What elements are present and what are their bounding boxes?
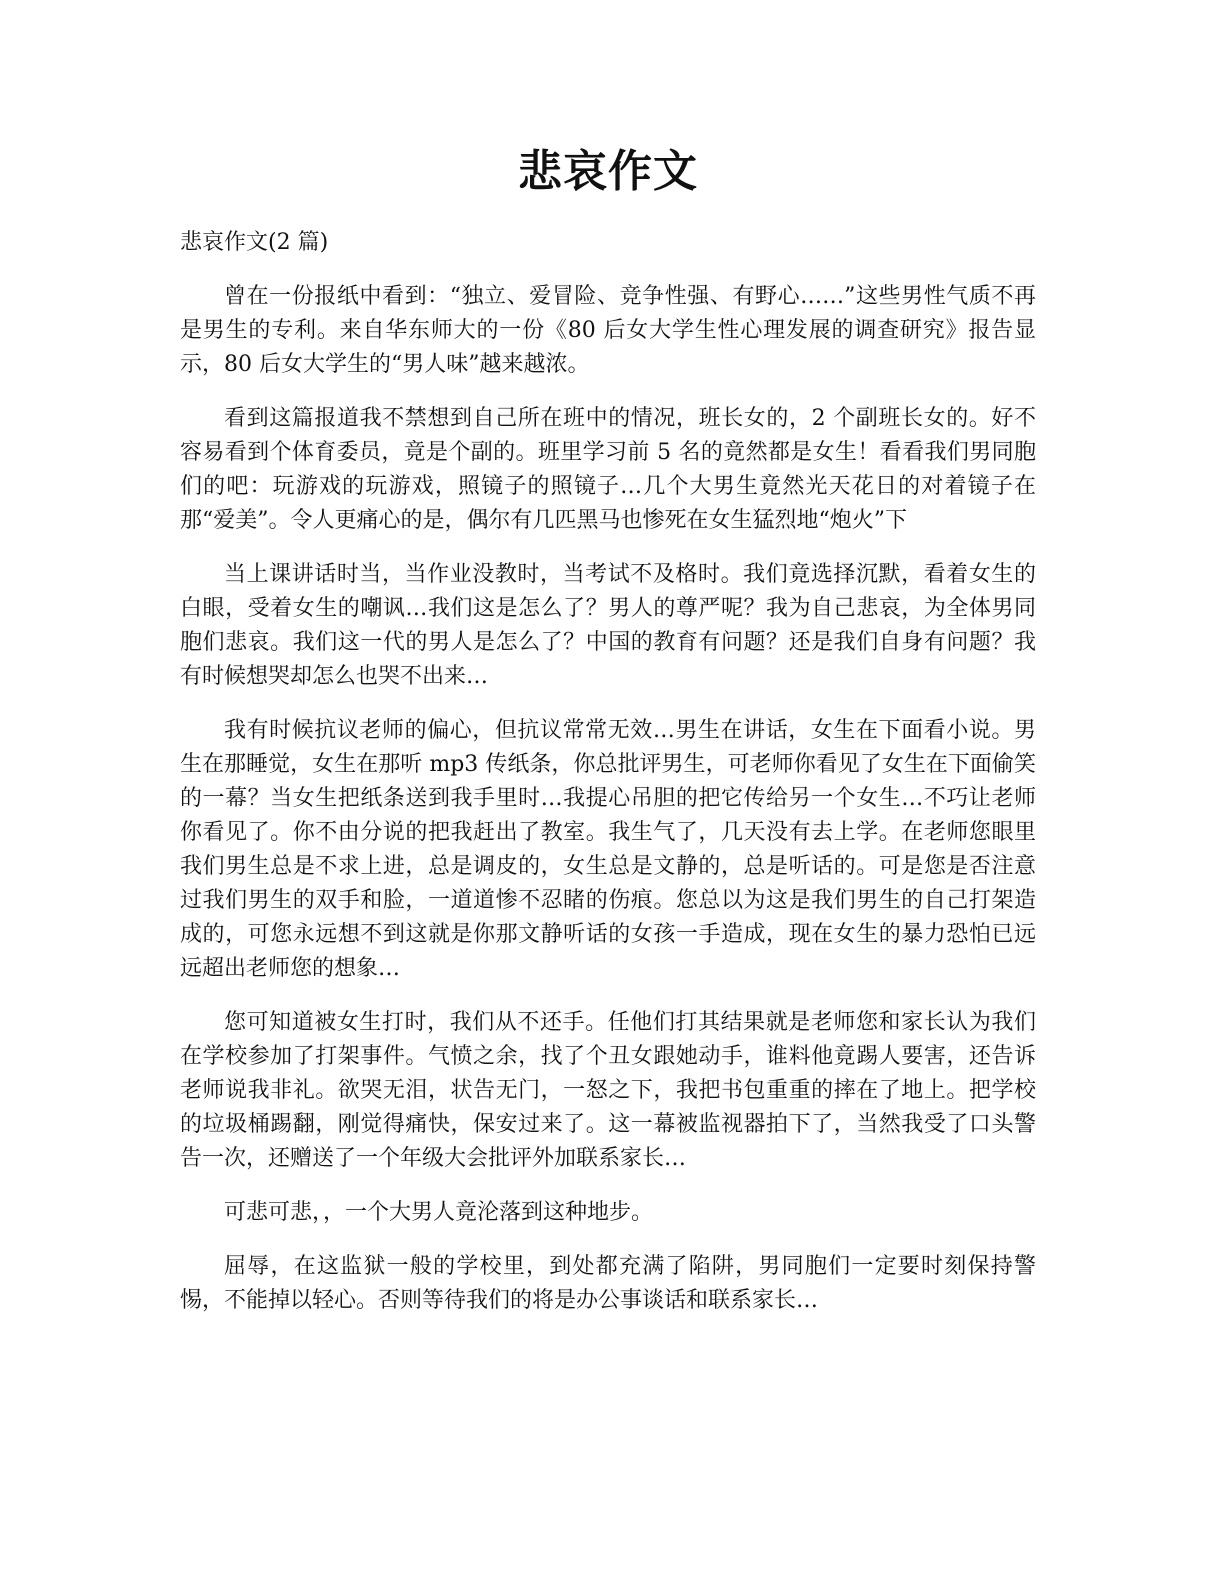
paragraph-1: 曾在一份报纸中看到：“独立、爱冒险、竞争性强、有野心……”这些男性气质不再是男生的专利。来自华东师大的一份《80 后女大学生性心理发展的调查研究》报告显示，80 后女大学生的“男人味”越来越浓。	[180, 284, 1036, 377]
document-page	[180, 140, 1036, 1318]
document-title: 悲哀作文	[518, 146, 698, 197]
paragraph-6: 可悲可悲，，一个大男人竟沦落到这种地步。	[224, 1200, 654, 1225]
paragraph-2: 看到这篇报道我不禁想到自己所在班中的情况，班长女的，2 个副班长女的。好不容易看到个体育委员，竟是个副的。班里学习前 5 名的竟然都是女生！看看我们男同胞们的吧：玩游戏的玩游戏，照镜子的照镜子…几个大男生竟然光天花日的对着镜子在那“爱美”。令人更痛心的是，偶尔有几匹黑马也惨死在女生猛烈地“炮火”下	[180, 406, 1036, 533]
paragraph-3: 当上课讲话时当，当作业没教时，当考试不及格时。我们竟选择沉默，看着女生的白眼，受着女生的嘲讽…我们这是怎么了？男人的尊严呢？我为自己悲哀，为全体男同胞们悲哀。我们这一代的男人是怎么了？中国的教育有问题？还是我们自身有问题？我有时候想哭却怎么也哭不出来…	[180, 562, 1036, 689]
paragraph-4: 我有时候抗议老师的偏心，但抗议常常无效…男生在讲话，女生在下面看小说。男生在那睡觉，女生在那听 mp3 传纸条，你总批评男生，可老师你看见了女生在下面偷笑的一幕？当女生把纸条送到我手里时…我提心吊胆的把它传给另一个女生…不巧让老师你看见了。你不由分说的把我赶出了教室。我生气了，几天没有去上学。在老师您眼里我们男生总是不求上进，总是调皮的，女生总是文静的，总是听话的。可是您是否注意过我们男生的双手和脸，一道道惨不忍睹的伤痕。您总以为这是我们男生的自己打架造成的，可您永远想不到这就是你那文静听话的女孩一手造成，现在女生的暴力恐怕已远远超出老师您的想象…	[180, 718, 1036, 981]
paragraph-5: 您可知道被女生打时，我们从不还手。任他们打其结果就是老师您和家长认为我们在学校参加了打架事件。气愤之余，找了个丑女跟她动手，谁料他竟踢人要害，还告诉老师说我非礼。欲哭无泪，状告无门，一怒之下，我把书包重重的摔在了地上。把学校的垃圾桶踢翻，刚觉得痛快，保安过来了。这一幕被监视器拍下了，当然我受了口头警告一次，还赠送了一个年级大会批评外加联系家长…	[180, 1010, 1036, 1171]
paragraph-7: 屈辱，在这监狱一般的学校里，到处都充满了陷阱，男同胞们一定要时刻保持警惕，不能掉以轻心。否则等待我们的将是办公事谈话和联系家长…	[180, 1254, 1036, 1313]
document-subtitle: 悲哀作文(2 篇)	[180, 230, 329, 255]
